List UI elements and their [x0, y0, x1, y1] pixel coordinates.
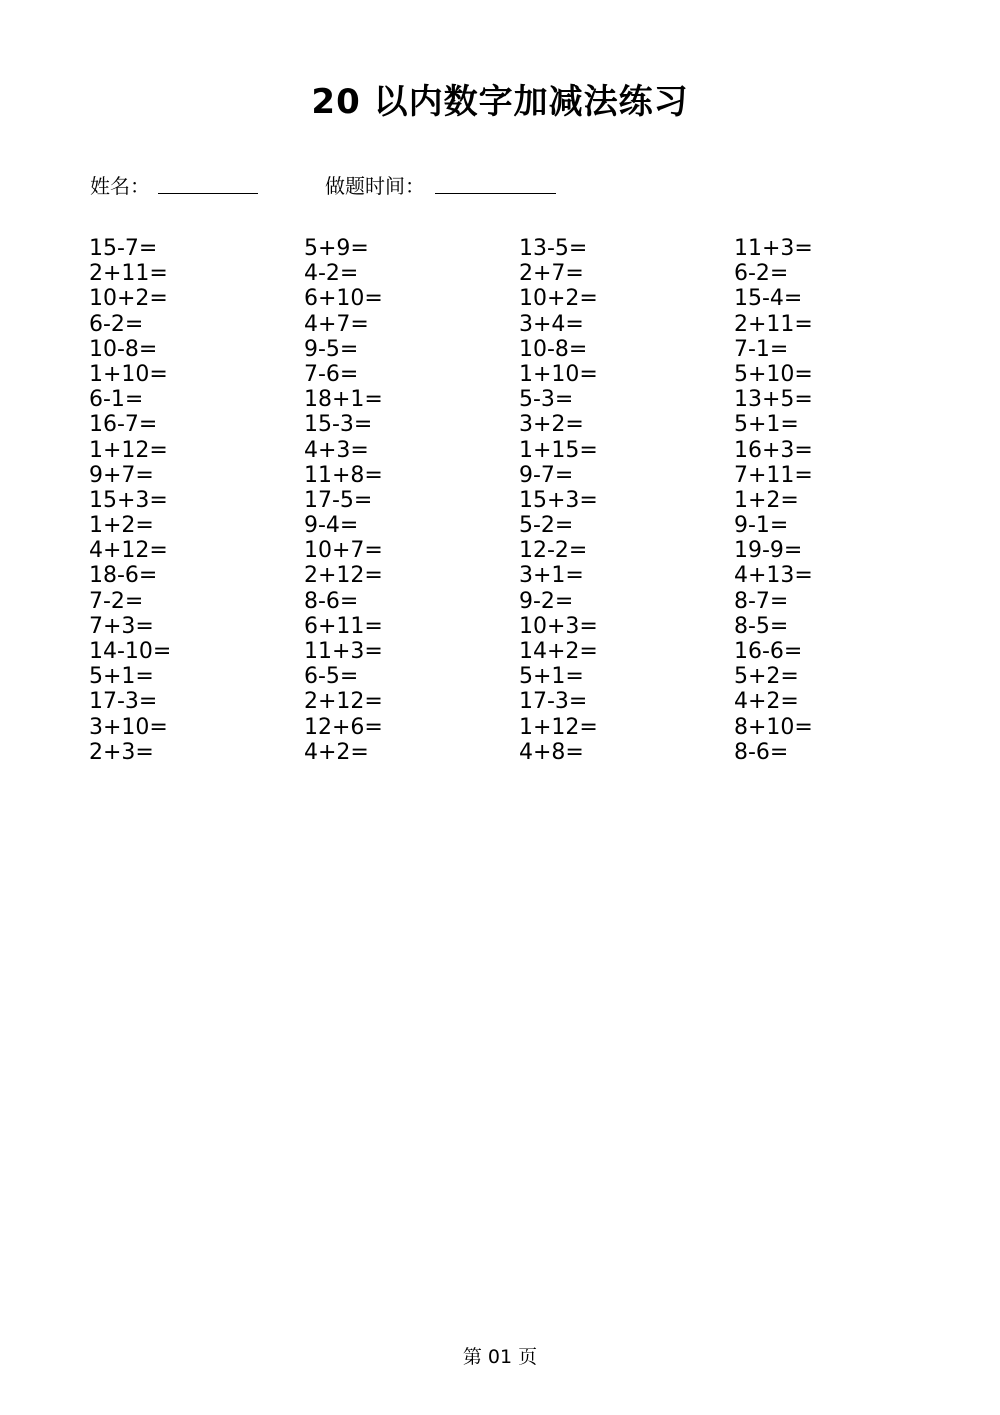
math-problem: 11+3=	[734, 236, 813, 261]
math-problem: 15-3=	[304, 412, 373, 438]
math-problem: 2+11=	[89, 261, 168, 287]
math-problem: 11+8=	[304, 462, 383, 488]
time-label: 做题时间：	[325, 174, 425, 198]
math-problem: 9-4=	[304, 513, 359, 539]
math-problem: 8-7=	[734, 588, 789, 614]
math-problem: 9-1=	[734, 513, 789, 539]
math-problem: 9+7=	[89, 462, 154, 488]
name-label: 姓名：	[90, 174, 150, 198]
problem-column	[519, 236, 719, 765]
math-problem: 5+9=	[304, 236, 369, 261]
math-problem: 16-7=	[89, 412, 158, 438]
math-problem: 12+6=	[304, 714, 383, 740]
page-number: 第 01 页	[462, 1346, 538, 1368]
math-problem: 8-5=	[734, 613, 789, 639]
math-problem: 5+2=	[734, 664, 799, 690]
math-problem: 5-3=	[519, 387, 574, 413]
math-problem: 3+10=	[89, 714, 168, 740]
math-problem: 1+12=	[89, 437, 168, 463]
math-problem: 3+1=	[519, 563, 584, 589]
math-problem: 6-2=	[89, 311, 144, 337]
math-problem: 10+7=	[304, 538, 383, 564]
math-problem: 15+3=	[89, 487, 168, 513]
math-problem: 5+10=	[734, 361, 813, 387]
math-problem: 4+8=	[519, 739, 584, 765]
math-problem: 1+15=	[519, 437, 598, 463]
math-problem: 7-6=	[304, 361, 359, 387]
math-problem: 2+3=	[89, 739, 154, 765]
math-problem: 10+2=	[89, 286, 168, 312]
math-problem: 17-3=	[89, 689, 158, 715]
math-problem: 19-9=	[734, 538, 803, 564]
math-problem: 8-6=	[304, 588, 359, 614]
math-problem: 14-10=	[89, 639, 172, 664]
math-problem: 1+2=	[89, 513, 154, 539]
math-problem: 15-7=	[89, 236, 158, 261]
math-problem: 15+3=	[519, 487, 598, 513]
math-problem: 2+12=	[304, 689, 383, 715]
math-problem: 3+2=	[519, 412, 584, 438]
math-problem: 4+2=	[734, 689, 799, 715]
math-problem: 10-8=	[519, 336, 588, 362]
math-problem: 7+3=	[89, 613, 154, 639]
math-problem: 7-2=	[89, 588, 144, 614]
math-problem: 13-5=	[519, 236, 588, 261]
math-problem: 6+11=	[304, 613, 383, 639]
math-problem: 17-5=	[304, 487, 373, 513]
math-problem: 6+10=	[304, 286, 383, 312]
math-problem: 8+10=	[734, 714, 813, 740]
problem-column	[89, 236, 289, 765]
math-problem: 18-6=	[89, 563, 158, 589]
math-problem: 3+4=	[519, 311, 584, 337]
math-problem: 9-7=	[519, 462, 574, 488]
math-problem: 10-8=	[89, 336, 158, 362]
math-problem: 5+1=	[734, 412, 799, 438]
math-problem: 4+13=	[734, 563, 813, 589]
math-problem: 5+1=	[519, 664, 584, 690]
math-problem: 16-6=	[734, 639, 803, 664]
math-problem: 11+3=	[304, 639, 383, 664]
math-problem: 6-2=	[734, 261, 789, 287]
math-problem: 1+2=	[734, 487, 799, 513]
page-title: 20 以内数字加减法练习	[311, 82, 689, 122]
math-problem: 7-1=	[734, 336, 789, 362]
math-problem: 8-6=	[734, 739, 789, 765]
math-problem: 12-2=	[519, 538, 588, 564]
math-problem: 1+12=	[519, 714, 598, 740]
math-problem: 2+7=	[519, 261, 584, 287]
math-problem: 17-3=	[519, 689, 588, 715]
math-problem: 6-1=	[89, 387, 144, 413]
name-blank-line[interactable]	[158, 193, 258, 194]
math-problem: 9-5=	[304, 336, 359, 362]
math-problem: 4+3=	[304, 437, 369, 463]
math-problem: 5-2=	[519, 513, 574, 539]
math-problem: 1+10=	[519, 361, 598, 387]
math-problem: 1+10=	[89, 361, 168, 387]
math-problem: 10+3=	[519, 613, 598, 639]
problem-grid	[89, 236, 949, 776]
math-problem: 14+2=	[519, 639, 598, 664]
math-problem: 5+1=	[89, 664, 154, 690]
problem-column	[734, 236, 934, 765]
math-problem: 4-2=	[304, 261, 359, 287]
problem-column	[304, 236, 504, 765]
math-problem: 10+2=	[519, 286, 598, 312]
math-problem: 4+12=	[89, 538, 168, 564]
math-problem: 6-5=	[304, 664, 359, 690]
math-problem: 7+11=	[734, 462, 813, 488]
math-problem: 4+2=	[304, 739, 369, 765]
math-problem: 13+5=	[734, 387, 813, 413]
math-problem: 18+1=	[304, 387, 383, 413]
time-blank-line[interactable]	[435, 193, 556, 194]
math-problem: 2+12=	[304, 563, 383, 589]
math-problem: 4+7=	[304, 311, 369, 337]
math-problem: 15-4=	[734, 286, 803, 312]
math-problem: 2+11=	[734, 311, 813, 337]
math-problem: 16+3=	[734, 437, 813, 463]
math-problem: 9-2=	[519, 588, 574, 614]
